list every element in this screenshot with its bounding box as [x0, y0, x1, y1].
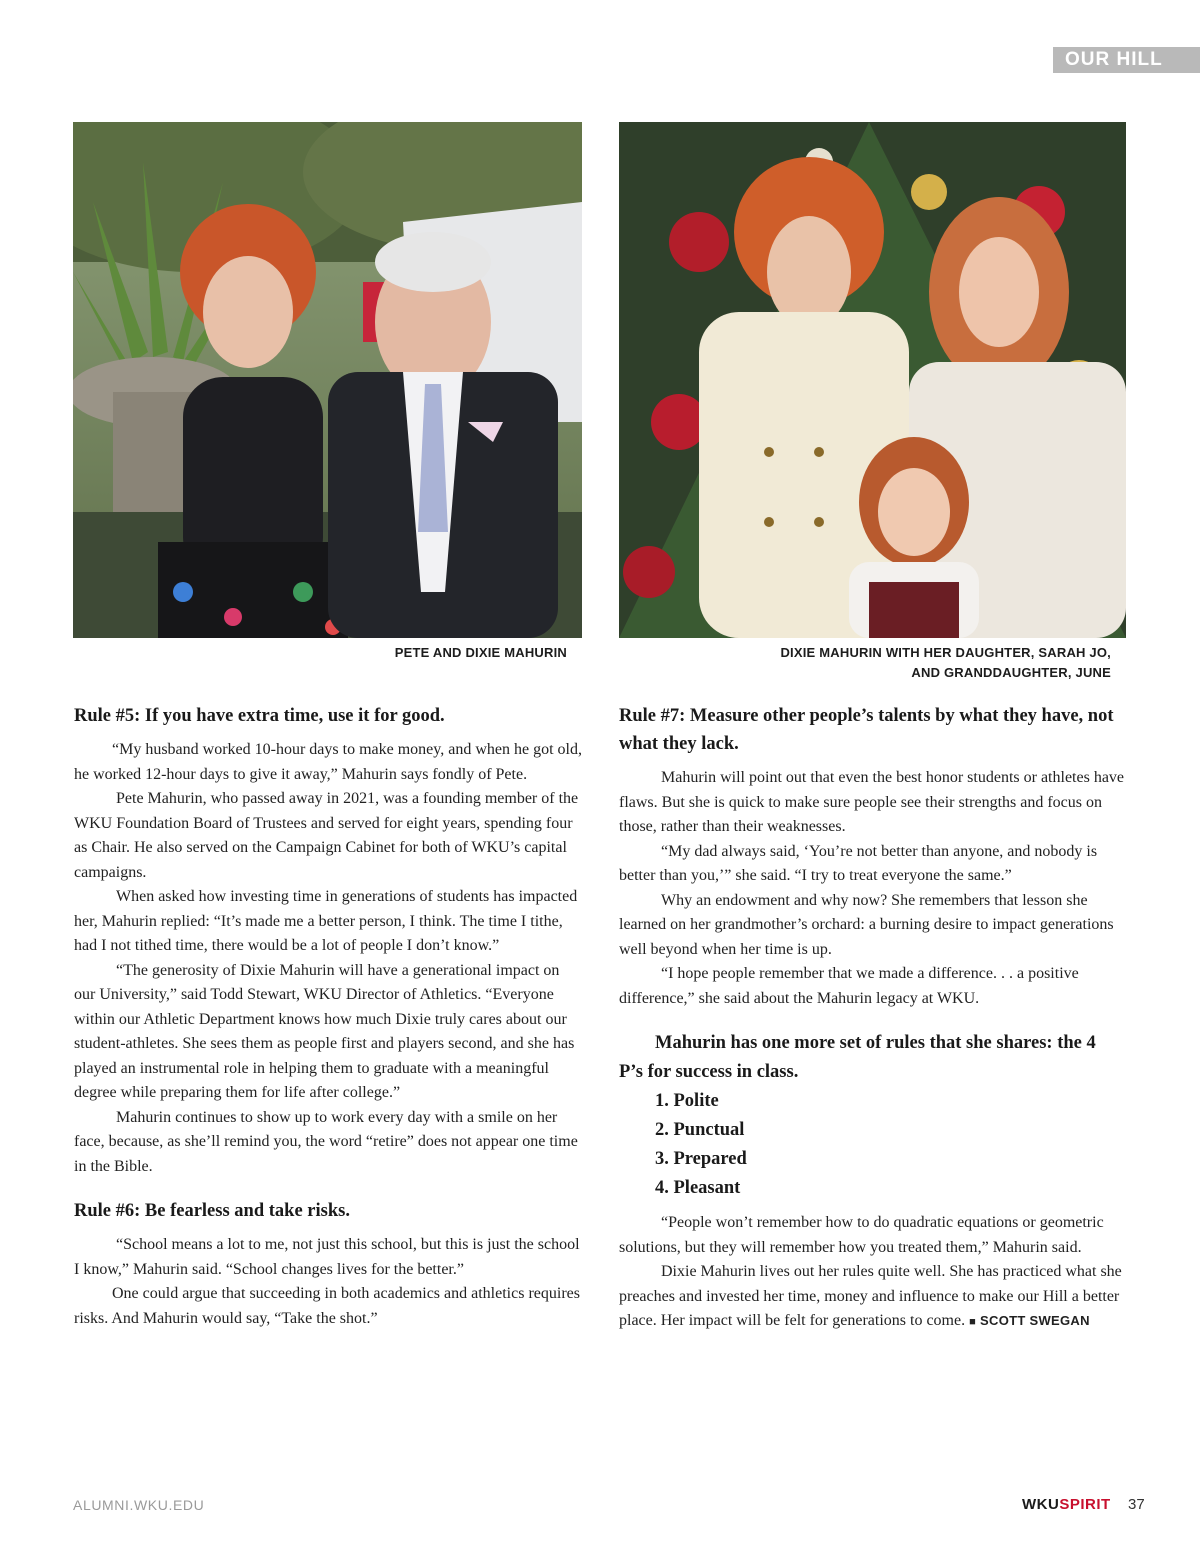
four-ps-item: 1. Polite [655, 1091, 719, 1111]
four-ps-item: 4. Pleasant [655, 1178, 741, 1198]
four-ps-item: 2. Punctual [655, 1120, 745, 1140]
rule5-paragraph: Mahurin continues to show up to work every day with a smile on her face, because, as she’ll remind you, the word “retire” does not appear one time in the Bible. [74, 1108, 578, 1175]
brand-spirit: SPIRIT [1059, 1496, 1111, 1513]
four-ps-list [619, 1087, 1124, 1203]
footer-url: ALUMNI.WKU.EDU [73, 1497, 205, 1513]
left-column [74, 702, 584, 1331]
section-tag: OUR HILL [1053, 47, 1200, 73]
rule7-paragraph: Mahurin will point out that even the best honor students or athletes have flaws. But she is quick to make sure people see their strengths and focus on those, rather than their weaknesses. [619, 769, 1125, 835]
closing-paragraph: “People won’t remember how to do quadratic equations or geometric solutions, but they will remember how you treated them,” Mahurin said. [619, 1214, 1104, 1256]
photo-pete-and-dixie [73, 122, 582, 638]
rule7-paragraph: “My dad always said, ‘You’re not better than anyone, and nobody is better than you,’” she said. “I try to treat everyone the same.” [619, 842, 1098, 884]
rule5-paragraph: “The generosity of Dixie Mahurin will have a generational impact on our University,” said Todd Stewart, WKU Director of Athletics. “Everyone within our Athletic Department knows how much Dixie truly cares about our student-athletes. She sees them as people first and players second, and she has played an instrumental role in helping them to graduate with a meaningful degree while preparing them for life after college.” [74, 961, 575, 1101]
end-mark-icon: ■ [969, 1316, 977, 1328]
rule7-paragraph: “I hope people remember that we made a difference. . . a positive difference,” she said about the Mahurin legacy at WKU. [619, 965, 1079, 1007]
page-number: 37 [1128, 1496, 1145, 1513]
closing-paragraph [619, 1260, 1124, 1335]
rule5-heading: Rule #5: If you have extra time, use it for good. [74, 706, 445, 726]
caption-left: PETE AND DIXIE MAHURIN [394, 645, 567, 660]
author-byline: SCOTT SWEGAN [980, 1313, 1090, 1328]
caption-right [619, 643, 1111, 683]
rule6-heading: Rule #6: Be fearless and take risks. [74, 1201, 350, 1221]
rule6-paragraph: One could argue that succeeding in both academics and athletics requires risks. And Mahurin would say, “Take the shot.” [74, 1285, 580, 1327]
caption-right-line1: DIXIE MAHURIN WITH HER DAUGHTER, SARAH JO, [780, 645, 1111, 660]
closing-paragraph-text: Dixie Mahurin lives out her rules quite well. She has practiced what she preaches and invested her time, money and influence to make our Hill a better place. Her impact will be felt for generations to come. [619, 1263, 1122, 1329]
right-column [619, 702, 1124, 1335]
caption-right-line2: AND GRANDDAUGHTER, JUNE [911, 665, 1111, 680]
brand-wku: WKU [1022, 1496, 1060, 1513]
four-ps-heading: Mahurin has one more set of rules that she shares: the 4 P’s for success in class. [619, 1033, 1096, 1082]
four-ps-item: 3. Prepared [655, 1149, 747, 1169]
rule7-heading: Rule #7: Measure other people’s talents by what they have, not what they lack. [619, 706, 1114, 754]
rule6-paragraph: “School means a lot to me, not just this school, but this is just the school I know,” Mahurin said. “School changes lives for the better.” [74, 1236, 580, 1278]
rule5-paragraph: Pete Mahurin, who passed away in 2021, was a founding member of the WKU Foundation Board of Trustees and served for eight years, spending four as Chair. He also served on the Campaign Cabinet for both of WKU’s capital campaigns. [74, 790, 579, 881]
footer-brand [1022, 1496, 1111, 1513]
rule5-paragraph: When asked how investing time in generations of students has impacted her, Mahurin replied: “It’s made me a better person, I think. The time I tithe, had I not tithed time, there would be a lot of people I don’t know.” [74, 888, 578, 954]
photo-dixie-sarah-june [619, 122, 1126, 638]
rule5-paragraph: “My husband worked 10-hour days to make money, and when he got old, he worked 12-hour days to give it away,” Mahurin says fondly of Pete. [74, 741, 582, 783]
rule7-paragraph: Why an endowment and why now? She remembers that lesson she learned on her grandmother’s orchard: a burning desire to impact generations well beyond when her time is up. [619, 891, 1114, 958]
